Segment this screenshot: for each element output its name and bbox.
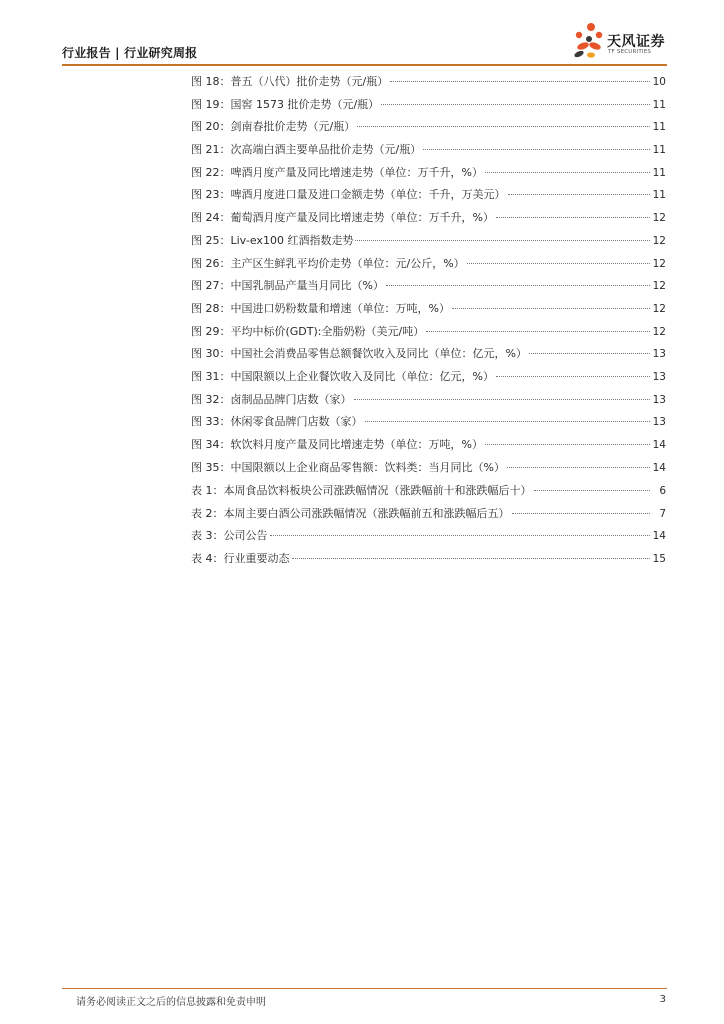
toc-entry[interactable] — [191, 389, 666, 412]
toc-entry-page: 11 — [652, 189, 666, 202]
toc-entry-page: 12 — [652, 280, 666, 293]
dot-leader — [292, 557, 651, 559]
toc-entry[interactable] — [191, 230, 666, 253]
toc-entry[interactable] — [191, 321, 666, 344]
toc-entry-page: 6 — [659, 485, 666, 497]
dot-leader — [355, 239, 650, 241]
dot-leader — [357, 125, 650, 127]
toc-entry-page: 15 — [652, 553, 666, 566]
dot-leader — [426, 330, 650, 332]
dot-leader — [512, 512, 651, 514]
logo-mark-icon — [569, 21, 607, 61]
table-list — [191, 480, 666, 571]
dot-leader — [452, 307, 650, 309]
toc-entry[interactable] — [191, 525, 666, 548]
toc-entry[interactable] — [191, 457, 666, 480]
dot-leader — [485, 443, 650, 445]
toc-entry-page: 14 — [652, 530, 666, 543]
dot-leader — [354, 398, 651, 400]
toc-entry-label: 图 21：次高端白酒主要单品批价走势（元/瓶） — [191, 143, 422, 157]
toc-entry[interactable] — [191, 253, 666, 276]
toc-entry-label: 图 19：国窖 1573 批价走势（元/瓶） — [191, 97, 380, 111]
toc-entry[interactable] — [191, 71, 666, 94]
toc-entry[interactable] — [191, 434, 666, 457]
toc-entry[interactable] — [191, 94, 666, 117]
toc-entry-page: 12 — [652, 302, 666, 315]
dot-leader — [390, 80, 650, 82]
toc-entry-page: 12 — [652, 325, 666, 338]
toc-entry-label: 图 20：剑南春批价走势（元/瓶） — [191, 120, 356, 134]
logo-text-cn: 天风证券 — [607, 34, 665, 50]
figure-list — [191, 71, 666, 479]
toc-entry-label: 图 30：中国社会消费品零售总额餐饮收入及同比（单位：亿元，%） — [191, 347, 527, 361]
dot-leader — [508, 193, 651, 195]
toc-entry-label: 图 28：中国进口奶粉数量和增速（单位：万吨，%） — [191, 301, 450, 315]
toc-entry-label: 表 3：公司公告 — [191, 529, 268, 543]
toc-entry[interactable] — [191, 411, 666, 434]
toc-entry[interactable] — [191, 184, 666, 207]
toc-entry-label: 图 25：Liv-ex100 红酒指数走势 — [191, 233, 354, 247]
toc-entry-page: 7 — [659, 507, 666, 520]
dot-leader — [507, 466, 650, 468]
toc-entry-label: 图 23：啤酒月度进口量及进口金额走势（单位：千升，万美元） — [191, 188, 506, 202]
toc-entry-page: 12 — [652, 212, 666, 225]
footer-divider — [62, 988, 667, 989]
toc-entry-label: 图 18：普五（八代）批价走势（元/瓶） — [191, 75, 389, 88]
dot-leader — [467, 262, 650, 264]
toc-entry-page: 11 — [652, 98, 666, 111]
toc-entry-label: 图 33：休闲零食品牌门店数（家） — [191, 415, 363, 429]
toc-entry[interactable] — [191, 343, 666, 366]
toc-entry-label: 图 31：中国限额以上企业餐饮收入及同比（单位：亿元，%） — [191, 369, 494, 383]
toc-entry-page: 10 — [652, 76, 666, 88]
toc-entry-label: 图 27：中国乳制品产量当月同比（%） — [191, 279, 384, 293]
dot-leader — [365, 420, 651, 422]
toc-entry-page: 13 — [652, 348, 666, 361]
dot-leader — [496, 216, 650, 218]
toc-entry[interactable] — [191, 548, 666, 571]
toc-entry-page: 13 — [652, 416, 666, 429]
toc-entry[interactable] — [191, 298, 666, 321]
toc-entry-label: 图 32：卤制品品牌门店数（家） — [191, 392, 352, 406]
toc-entry-label: 图 22：啤酒月度产量及同比增速走势（单位：万千升，%） — [191, 165, 483, 179]
toc-entry-label: 表 1：本周食品饮料板块公司涨跌幅情况（涨跌幅前十和涨跌幅后十） — [191, 484, 532, 497]
dot-leader — [423, 148, 650, 150]
dot-leader — [529, 352, 650, 354]
toc-entry[interactable] — [191, 480, 666, 503]
report-category: 行业报告 | 行业研究周报 — [62, 46, 198, 60]
toc-entry-label: 图 35：中国限额以上企业商品零售额：饮料类：当月同比（%） — [191, 460, 505, 474]
toc-entry-page: 11 — [652, 121, 666, 134]
dot-leader — [386, 284, 650, 286]
dot-leader — [381, 103, 650, 105]
toc-entry[interactable] — [191, 503, 666, 526]
header-divider — [62, 64, 667, 66]
toc-entry-label: 图 34：软饮料月度产量及同比增速走势（单位：万吨，%） — [191, 438, 483, 451]
company-logo — [569, 21, 669, 61]
toc-entry[interactable] — [191, 275, 666, 298]
toc-entry-label: 图 29：平均中标价(GDT):全脂奶粉（美元/吨） — [191, 324, 425, 338]
toc-entry-page: 12 — [652, 234, 666, 247]
toc-entry-label: 图 24：葡萄酒月度产量及同比增速走势（单位：万千升，%） — [191, 211, 494, 225]
logo-text-en: TF SECURITIES — [608, 49, 652, 55]
toc-entry-label: 表 2：本周主要白酒公司涨跌幅情况（涨跌幅前五和涨跌幅后五） — [191, 506, 510, 520]
dot-leader — [534, 489, 651, 491]
toc-entry-page: 12 — [652, 257, 666, 270]
toc-entry-page: 13 — [652, 393, 666, 406]
toc-entry-page: 11 — [652, 144, 666, 157]
toc-entry[interactable] — [191, 116, 666, 139]
toc-entry[interactable] — [191, 207, 666, 230]
toc-entry-label: 表 4：行业重要动态 — [191, 552, 290, 566]
toc-entry-page: 11 — [652, 166, 666, 179]
toc-entry[interactable] — [191, 139, 666, 162]
disclaimer-note: 请务必阅读正文之后的信息披露和免责申明 — [76, 997, 266, 1008]
toc-entry[interactable] — [191, 162, 666, 185]
dot-leader — [496, 375, 650, 377]
page-number: 3 — [659, 994, 666, 1005]
dot-leader — [485, 171, 650, 173]
toc-entry-page: 14 — [652, 439, 666, 451]
toc-entry-page: 13 — [652, 370, 666, 383]
dot-leader — [270, 534, 651, 536]
toc-entry-page: 14 — [652, 461, 666, 474]
toc-entry[interactable] — [191, 366, 666, 389]
toc-entry-label: 图 26：主产区生鲜乳平均价走势（单位：元/公斤，%） — [191, 256, 465, 270]
